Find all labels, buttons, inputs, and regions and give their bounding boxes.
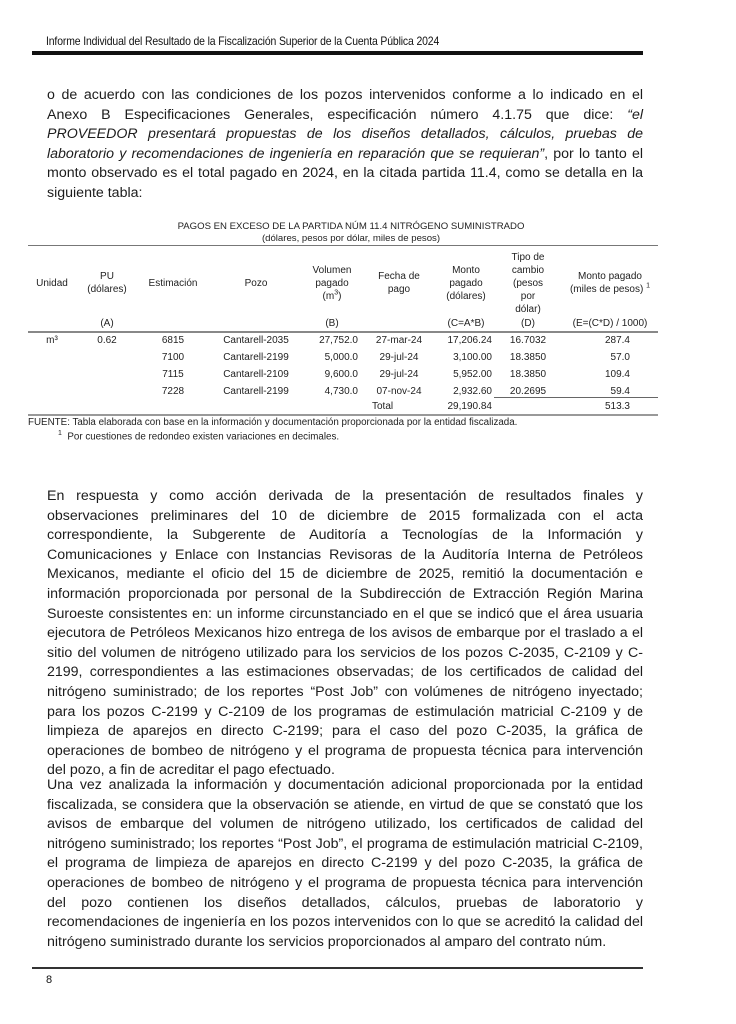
table-header-rule (28, 331, 658, 333)
cell-monto-usd: 5,952.00 (453, 369, 492, 380)
total-monto-usd: 29,190.84 (447, 401, 492, 412)
header-unidad: Unidad (36, 278, 68, 289)
header-tc-4: por (520, 291, 536, 302)
footnote-ref: 1 (646, 282, 651, 290)
header-divider (32, 51, 643, 55)
header-monto-pesos-1: Monto pagado (578, 271, 642, 282)
header-monto-pesos-unit: (miles de pesos) (569, 284, 644, 295)
paragraph-specification (47, 86, 643, 204)
cell-fecha: 29-jul-24 (379, 369, 419, 380)
header-monto-pesos-ref: (E=(C*D) / 1000) (572, 318, 648, 329)
header-pozo: Pozo (244, 278, 268, 289)
cell-estimacion: 7100 (161, 352, 185, 363)
header-monto-pesos-2 (558, 284, 662, 296)
cell-monto-mxn: 59.4 (610, 386, 630, 397)
report-header-title: Informe Individual del Resultado de la Fiscalización Superior de la Cuenta Pública 2024 (46, 35, 440, 48)
cell-monto-usd: 2,932.60 (453, 386, 492, 397)
cell-estimacion: 7115 (162, 369, 184, 380)
table-bottom-rule (28, 414, 658, 416)
superscript: 3 (334, 289, 339, 297)
paragraph-text: o de acuerdo con las condiciones de los pozos intervenidos conforme a lo indicado en el Anexo B Especificaciones Generales, especificación número 4.1.75 que dice: (47, 87, 643, 123)
header-tc-2: cambio (511, 265, 545, 276)
cell-pu: 0.62 (97, 335, 117, 346)
cell-fecha: 29-jul-24 (379, 352, 419, 363)
header-volumen-ref: (B) (325, 318, 339, 329)
header-tc-1: Tipo de (511, 252, 545, 263)
cell-tipo-cambio: 16.7032 (509, 335, 547, 346)
footnote-text: Por cuestiones de redondeo existen variaciones en decimales. (67, 431, 340, 443)
cell-volumen: 5,000.0 (324, 352, 358, 363)
cell-monto-mxn: 287.4 (604, 335, 630, 346)
cell-fecha: 27-mar-24 (375, 335, 423, 346)
footnote-mark: 1 (58, 430, 62, 437)
cell-monto-usd: 3,100.00 (453, 352, 492, 363)
cell-monto-mxn: 57.0 (610, 352, 630, 363)
cell-volumen: 4,730.0 (324, 386, 358, 397)
paragraph-text: , por lo tanto el monto observado es el total pagado en 2024, en la citada partida 11.4, como se detalla en la siguiente tabla: (47, 145, 643, 201)
header-monto-1: Monto (452, 265, 480, 276)
header-pu: PU (100, 271, 114, 282)
header-volumen-unit: (m (322, 291, 335, 302)
cell-unidad: m³ (46, 335, 58, 346)
paragraph-conclusion: Una vez analizada la información y documentación adicional proporcionada por la entidad fiscalizada, se considera que la observación se atiende, en virtud de que se constató que los avisos de embarque del volumen de nitrógeno utilizado, los certificados de calidad del nitrógeno suministrado; los reportes “Post Job”, el programa de estimulación matricial C-2109, el programa de limpieza de aparejos en directo C-2199 y del pozo C-2035, la gráfica de operaciones de bombeo de nitrógeno y el programa de propuesta técnica para intervención del pozo contienen los diseños detallados, cálculos, pruebas de laboratorio y recomendaciones de ingeniería en los pozos intervenidos con lo que se acreditó la calidad del nitrógeno suministrado durante los servicios proporcionados al amparo del contrato núm. (47, 777, 643, 950)
cell-volumen: 27,752.0 (319, 335, 358, 346)
table-footnote (58, 430, 339, 442)
cell-estimacion: 6815 (161, 335, 185, 346)
header-fecha-1: Fecha de (378, 271, 420, 282)
header-pu-ref: (A) (100, 318, 114, 329)
subtotal-rule (494, 397, 658, 398)
header-tc-5: dólar) (515, 304, 541, 315)
cell-pozo: Cantarell-2199 (223, 386, 289, 397)
quoted-specification: “el PROVEEDOR presentará propuestas de los diseños detallados, cálculos, pruebas de laboratorio y recomendaciones de ingeniería en reparación que se requieran” (47, 106, 643, 162)
cell-monto-usd: 17,206.24 (447, 335, 492, 346)
total-monto-mxn: 513.3 (604, 401, 630, 412)
footer-divider (32, 967, 643, 969)
cell-pozo: Cantarell-2199 (223, 352, 289, 363)
header-pu-unit: (dólares) (87, 284, 127, 295)
cell-pozo: Cantarell-2035 (223, 335, 289, 346)
header-monto-2: pagado (449, 278, 483, 289)
header-tc-3: (pesos (512, 278, 543, 289)
cell-fecha: 07-nov-24 (376, 386, 422, 397)
table-top-rule (28, 245, 658, 246)
paragraph-response: En respuesta y como acción derivada de la presentación de resultados finales y observaciones preliminares del 10 de diciembre de 2015 formalizada con el acta correspondiente, la Subgerente de Auditoría a Tecnologías de la Información y Comunicaciones y Enlace con Instancias Revisoras de la Auditoría Interna de Petróleos Mexicanos, mediante el oficio del 15 de diciembre de 2025, remitió la documentación e información proporcionada por personal de la Subdirección de Extracción Región Marina Suroeste consistentes en: un informe circunstanciado en el que se indicó que el área usuaria ejecutora de Petróleos Mexicanos hizo entrega de los avisos de embarque por el traslado a el sitio del volumen de nitrógeno utilizado para los servicios de los pozos C-2035, C-2109 y C-2199, correspondientes a las estimaciones observadas; de los certificados de calidad del nitrógeno suministrado; de los reportes “Post Job” con volúmenes de nitrógeno inyectado; para los pozos C-2199 y C-2109 de los programas de estimulación matricial C-2109 y de limpieza de aparejos en directo C-2199; para el caso del pozo C-2035, la gráfica de operaciones de bombeo de nitrógeno y el programa de propuesta técnica para intervención del pozo, a fin de acreditar el pago efectuado. (47, 488, 643, 779)
total-label: Total (372, 401, 394, 412)
header-estimacion: Estimación (148, 278, 198, 289)
cell-tipo-cambio: 20.2695 (509, 386, 547, 397)
cell-tipo-cambio: 18.3850 (509, 352, 547, 363)
table-subtitle: (dólares, pesos por dólar, miles de pesos) (261, 233, 441, 244)
header-fecha-2: pago (387, 284, 411, 295)
cell-tipo-cambio: 18.3850 (509, 369, 547, 380)
header-volumen-2: pagado (315, 278, 349, 289)
header-monto-3: (dólares) (446, 291, 486, 302)
header-tc-ref: (D) (521, 318, 535, 329)
page-number: 8 (46, 974, 53, 986)
cell-estimacion: 7228 (161, 386, 185, 397)
table-title: PAGOS EN EXCESO DE LA PARTIDA NÚM 11.4 NITRÓGENO SUMINISTRADO (177, 221, 525, 232)
header-volumen-1: Volumen (312, 265, 352, 276)
cell-volumen: 9,600.0 (324, 369, 358, 380)
cell-monto-mxn: 109.4 (604, 369, 630, 380)
header-volumen-3 (302, 291, 362, 303)
table-source: FUENTE: Tabla elaborada con base en la información y documentación proporcionada por la entidad fiscalizada. (28, 417, 518, 428)
header-monto-ref: (C=A*B) (447, 318, 485, 329)
header-volumen-unit-close: ) (338, 291, 342, 302)
cell-pozo: Cantarell-2109 (223, 369, 289, 380)
